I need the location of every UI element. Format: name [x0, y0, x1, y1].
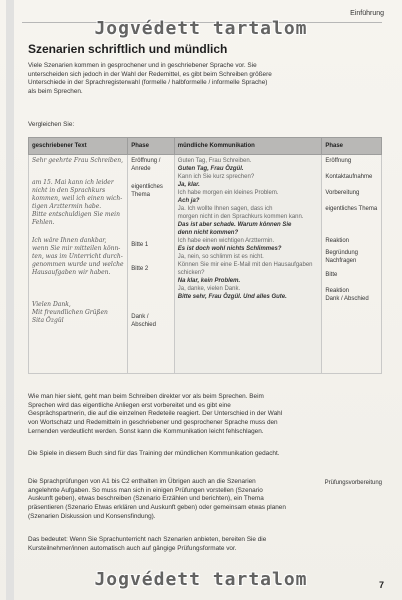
comparison-table [28, 137, 382, 374]
table-row [29, 155, 382, 374]
header-oral: mündliche Kommunikation [174, 138, 322, 155]
written-line: Mit freundlichen Grüßen [32, 309, 108, 316]
header-phase: Phase [128, 138, 175, 155]
side-note: Prüfungsvorbereitung [324, 480, 382, 486]
page-number: 7 [378, 580, 384, 590]
header-written: geschriebener Text [29, 138, 128, 155]
header-phase-2: Phase [322, 138, 382, 155]
oral-cell: Guten Tag, Frau Schreiben. Guten Tag, Frau Özgül. Kann ich Sie kurz sprechen? Ja, klar. Ich habe morgen ein kleines Problem. Ach ja? Ja. Ich wollte Ihnen sagen, dass ich morgen nicht in den Sprachkurs kommen kann. Das ist aber schade. Warum können Sie denn nicht kommen? Ich habe einen wichtigen Arzttermin. Es ist doch wohl nichts Schlimmes? Ja, nein, so schlimm ist es nicht. Können Sie mir eine E-Mail mit den Hausaufgaben schicken? Na klar, kein Problem. Ja, danke, vielen Dank. Bitte sehr, Frau Özgül. Und alles Gute. [174, 155, 322, 374]
written-line: Hausaufgaben wir haben. [32, 269, 111, 276]
chapter-label: Einführung [350, 10, 384, 17]
written-line: wenn Sie mir mitteilen könn- [32, 245, 121, 252]
written-line: Vielen Dank, [32, 301, 71, 308]
written-line: am 15. Mai kann ich leider [32, 179, 114, 186]
table-header-row [29, 138, 382, 155]
compare-label: Vergleichen Sie: [28, 121, 75, 128]
body-paragraph-4: Das bedeutet: Wenn Sie Sprachunterricht nach Szenarien anbieten, bereiten Sie die Kursteilnehmer/innen automatisch auch auf gängige Prüfungsformate vor. [28, 536, 267, 552]
phase-cell-right: Eröffnung Kontaktaufnahme Vorbereitung eigentliches Thema Reaktion Begründung Nachfragen Bitte Reaktion Dank / Abschied [322, 155, 382, 374]
written-line: Bitte entschuldigen Sie mein [32, 211, 120, 218]
watermark-bottom: Jogvédett tartalom [94, 569, 308, 590]
body-paragraph-3: Die Sprachprüfungen von A1 bis C2 enthalten im Übrigen auch an die Szenarien angelehnte Aufgaben. So muss man sich in einigen Prüfungen vorstellen (Szenario Auskunft geben), etwas beschreiben (Szenario Erzählen und berichten), ein Thema präsentieren (Szenario Etwas erklären und Auskunft geben) oder gemeinsam etwas planen (Szenarien Diskussion und Konsensfindung). [28, 478, 286, 520]
left-margin-bar [6, 0, 14, 600]
written-line: Sehr geehrte Frau Schreiben, [32, 157, 124, 164]
written-line: genommen wurde und welche [32, 261, 124, 268]
written-line: nicht in den Sprachkurs [32, 187, 106, 194]
written-line: ten, was im Unterricht durch- [32, 253, 123, 260]
written-text-cell [29, 155, 128, 374]
watermark-top: Jogvédett tartalom [94, 18, 308, 39]
written-line: Ich wäre Ihnen dankbar, [32, 237, 107, 244]
page-title: Szenarien schriftlich und mündlich [28, 42, 228, 56]
body-paragraph-2: Die Spiele in diesem Buch sind für das Training der mündlichen Kommunikation gedacht. [28, 450, 280, 457]
written-line: kommen, weil ich einen wich- [32, 195, 123, 202]
phase-cell: Eröffnung / Anrede eigentliches Thema Bitte 1 Bitte 2 Dank / Abschied [128, 155, 175, 374]
written-line: Sita Özgül [32, 317, 64, 324]
body-paragraph-1: Wie man hier sieht, geht man beim Schreiben direkter vor als beim Sprechen. Beim Sprechen wird das eigentliche Anliegen erst vorbereitet und es gibt eine Gesprächspartnerin, die auf die einzelnen Redeteile reagiert. Der Unterschied in der Wahl von Wortschatz und Redemitteln in geschriebener und gesprochener Sprache muss den Lernenden verdeutlicht werden. Sonst kann die Kommunikation leicht fehlschlagen. [28, 393, 283, 435]
written-line: tigen Arzttermin habe. [32, 203, 102, 210]
written-line: Fehlen. [32, 219, 55, 226]
intro-paragraph: Viele Szenarien kommen in gesprochener und in geschriebener Sprache vor. Sie unterscheiden sich jedoch in der Wahl der Redemittel, es gibt beim Schreiben größere Unterschiede in der Sprachregisterwahl (formelle / halbformelle / informelle Sprache) als beim Sprechen. [28, 62, 272, 96]
